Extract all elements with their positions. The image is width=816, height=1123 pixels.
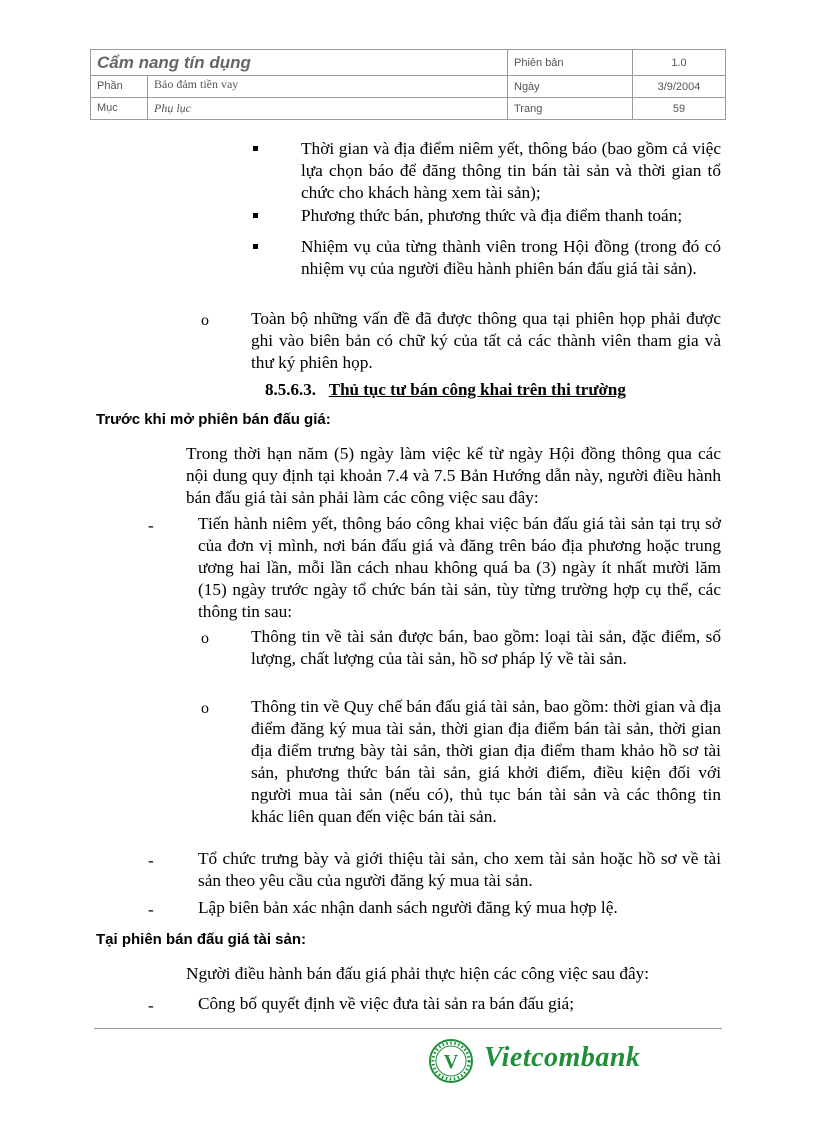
section-number: 8.5.6.3. (265, 380, 316, 399)
dash-bullet: - (148, 900, 154, 919)
footer-divider (94, 1028, 722, 1029)
circle-bullet: o (201, 630, 209, 647)
vietcombank-emblem-icon (428, 1038, 474, 1084)
dash-bullet: - (148, 851, 154, 870)
list-item: Công bố quyết định về việc đưa tài sản ra bán đấu giá; (198, 994, 575, 1013)
vietcombank-logo (428, 1036, 728, 1086)
circle-bullet: o (201, 312, 209, 329)
circle-bullet: o (201, 700, 209, 717)
square-bullet (253, 146, 258, 151)
dash-bullet: - (148, 996, 154, 1015)
page-number: 59 (633, 98, 726, 120)
square-bullet (253, 244, 258, 249)
manual-title: Cẩm nang tín dụng (91, 50, 508, 76)
section-label: Mục (91, 98, 148, 119)
list-item: Toàn bộ những vấn đề đã được thông qua tại phiên họp phải được ghi vào biên bản có chữ ký của tất cả các thành viên tham gia và thư ký phiên họp. (251, 309, 721, 372)
paragraph: Người điều hành bán đấu giá phải thực hiện các công việc sau đây: (186, 964, 650, 983)
paragraph: Trong thời hạn năm (5) ngày làm việc kể từ ngày Hội đồng thông qua các nội dung quy định tại khoản 7.4 và 7.5 Bản Hướng dẫn này, người điều hành bán đấu giá tài sản phải làm các công việc sau đây: (186, 444, 721, 507)
part-cell (91, 76, 508, 98)
list-item: Tổ chức trưng bày và giới thiệu tài sản, cho xem tài sản hoặc hồ sơ về tài sản theo yêu cầu của người đăng ký mua tài sản. (198, 849, 721, 890)
list-item: Thời gian và địa điểm niêm yết, thông báo (bao gồm cả việc lựa chọn báo để đăng thông tin bán tài sản và thời gian tổ chức cho khách hàng xem tài sản); (301, 139, 721, 202)
section-heading (265, 379, 626, 401)
page-label: Trang (508, 98, 633, 120)
version-label: Phiên bản (508, 50, 633, 76)
list-item: Tiến hành niêm yết, thông báo công khai việc bán đấu giá tài sản tại trụ sở của đơn vị mình, nơi bán đấu giá và đăng trên báo địa phương hoặc trung ương hai lần, mỗi lần cách nhau không quá ba (3) ngày ít nhất mười lăm (15) ngày trước ngày tổ chức bán tài sản, tùy từng trường hợp cụ thể, các thông tin sau: (198, 514, 721, 621)
list-item: Nhiệm vụ của từng thành viên trong Hội đồng (trong đó có nhiệm vụ của người điều hành phiên bán đấu giá tài sản). (301, 237, 721, 278)
brand-name: Vietcombank (484, 1042, 641, 1073)
document-header-table (90, 49, 726, 120)
section-cell (91, 98, 508, 120)
square-bullet (253, 213, 258, 218)
part-value: Bảo đảm tiền vay (154, 77, 239, 91)
section-value: Phụ lục (154, 101, 191, 115)
subheading-before-auction: Trước khi mở phiên bán đấu giá: (96, 411, 331, 428)
part-label: Phần (91, 76, 148, 97)
emblem-letter: V (443, 1051, 459, 1073)
date-label: Ngày (508, 76, 633, 98)
version-value: 1.0 (633, 50, 726, 76)
list-item: Phương thức bán, phương thức và địa điểm thanh toán; (301, 206, 683, 225)
dash-bullet: - (148, 516, 154, 535)
list-item: Lập biên bản xác nhận danh sách người đăng ký mua hợp lệ. (198, 898, 618, 917)
section-title: Thủ tục tư bán công khai trên thi trường (328, 380, 626, 399)
list-item: Thông tin về tài sản được bán, bao gồm: loại tài sản, đặc điểm, số lượng, chất lượng của tài sản, hồ sơ pháp lý về tài sản. (251, 627, 721, 668)
subheading-at-auction: Tại phiên bán đấu giá tài sản: (96, 931, 307, 948)
list-item: Thông tin về Quy chế bán đấu giá tài sản, bao gồm: thời gian và địa điểm đăng ký mua tài sản, thời gian địa điểm bán tài sản, thời gian địa điểm trưng bày tài sản, thời gian địa điểm tham khảo hồ sơ tài sản, phương thức bán tài sản, giá khởi điểm, điều kiện đối với người mua tài sản (nếu có), thủ tục bán tài sản và các thông tin khác liên quan đến việc bán tài sản. (251, 697, 721, 826)
date-value: 3/9/2004 (633, 76, 726, 98)
